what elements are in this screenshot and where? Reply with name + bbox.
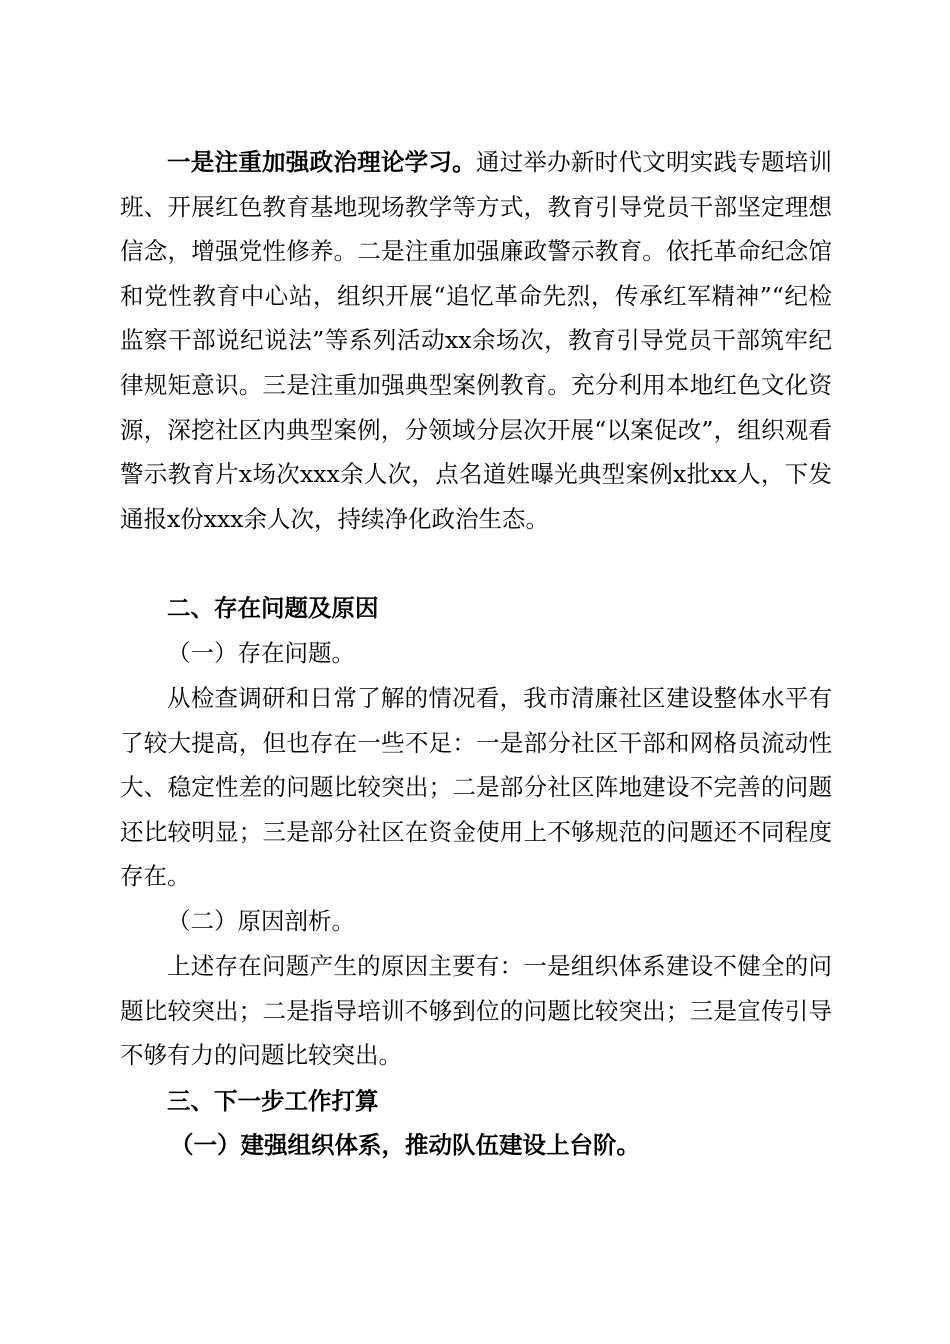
paragraph-lead: 一是注重加强政治理论学习。 [167, 148, 476, 176]
paragraph-problems: 从检查调研和日常了解的情况看，我市清廉社区建设整体水平有了较大提高，但也存在一些不足：一是部分社区干部和网格员流动性大、稳定性差的问题比较突出；二是部分社区阵地建设不完善的问题还比较明显；三是部分社区在资金使用上不够规范的问题还不同程度存在。 [120, 684, 832, 891]
subheading-existing-problems: （一）存在问题。 [167, 639, 355, 667]
section-heading-next-steps: 三、下一步工作打算 [167, 1087, 379, 1115]
subheading-cause-analysis: （二）原因剖析。 [167, 907, 355, 935]
section-heading-problems: 二、存在问题及原因 [167, 594, 379, 622]
paragraph-political-study [120, 140, 832, 541]
paragraph-causes: 上述存在问题产生的原因主要有：一是组织体系建设不健全的问题比较突出；二是指导培训不够到位的问题比较突出；三是宣传引导不够有力的问题比较突出。 [120, 952, 832, 1070]
paragraph-text: 通过举办新时代文明实践专题培训班、开展红色教育基地现场教学等方式，教育引导党员干部坚定理想信念，增强党性修养。二是注重加强廉政警示教育。依托革命纪念馆和党性教育中心站，组织开展“追忆革命先烈，传承红军精神”“纪检监察干部说纪说法”等系列活动xx余场次，教育引导党员干部筑牢纪律规矩意识。三是注重加强典型案例教育。充分利用本地红色文化资源，深挖社区内典型案例，分领域分层次开展“以案促改”，组织观看警示教育片x场次xxx余人次，点名道姓曝光典型案例x批xx人，下发通报x份xxx余人次，持续净化政治生态。 [120, 148, 833, 533]
subheading-organization-system: （一）建强组织体系，推动队伍建设上台阶。 [170, 1131, 640, 1159]
